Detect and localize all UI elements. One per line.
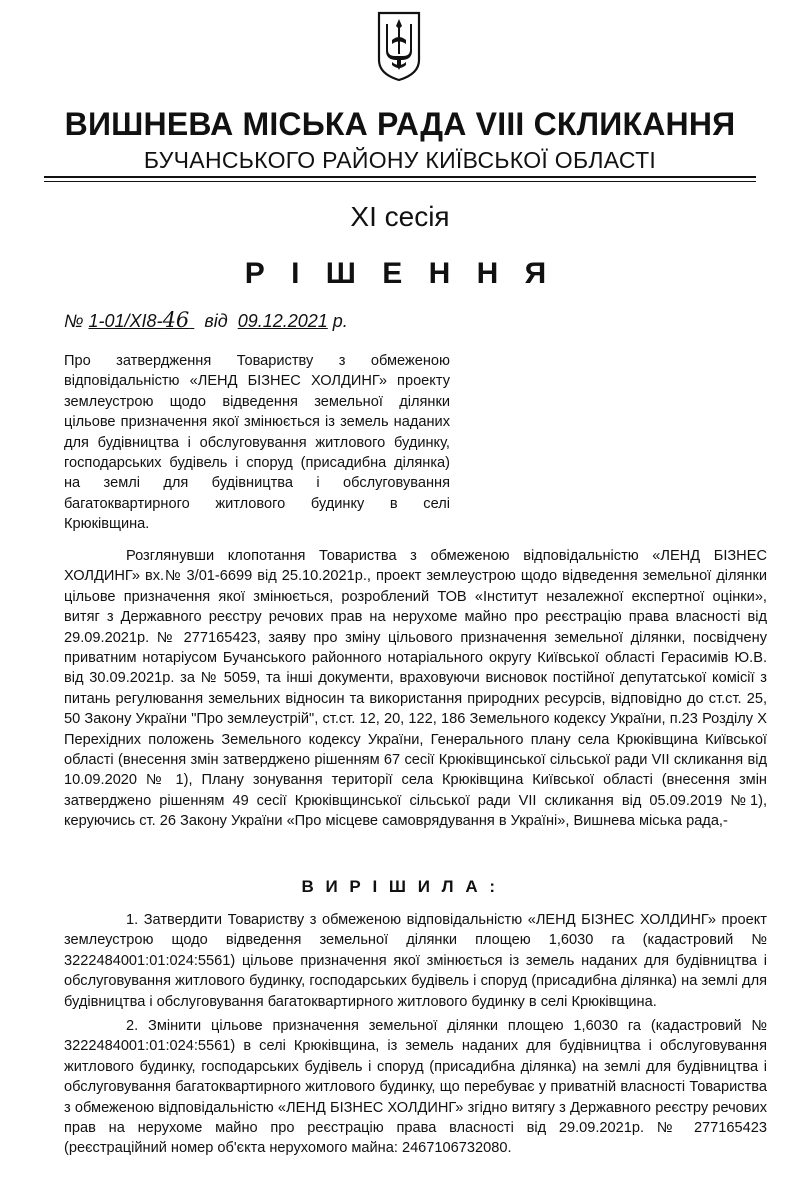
date-prefix: від xyxy=(204,311,228,331)
header-divider-thick xyxy=(44,176,756,178)
decision-number-printed: 1-01/XI8- xyxy=(88,311,163,331)
document-type-title: Р І Ш Е Н Н Я xyxy=(244,257,556,290)
decision-item xyxy=(64,910,767,1012)
date-suffix: р. xyxy=(332,311,348,331)
decision-number xyxy=(88,308,195,332)
header-divider-thin xyxy=(44,181,756,182)
resolved-heading: В И Р І Ш И Л А : xyxy=(301,877,499,896)
decision-item-text: 1. Затвердити Товариству з обмеженою відповідальністю «ЛЕНД БІЗНЕС ХОЛДИНГ» проект землеустрою щодо відведення земельної ділянки площею 1,6030 га (кадастровий № 3222484001:01:024:5561) цільове призначення якої змінюється із земель наданих для будівництва і обслуговування житлового будинку, господарських будівель і споруд (присадибна ділянка) на землі для будівництва і обслуговування багатоквартирного житлового будинку в селі Крюківщина. xyxy=(64,912,767,1010)
decision-date: 09.12.2021 xyxy=(237,311,328,331)
decision-item-text: 2. Змінити цільове призначення земельної ділянки площею 1,6030 га (кадастровий № 3222484001:01:024:5561) в селі Крюківщина, із земель наданих для будівництва і обслуговування житлового будинку, господарських будівель і споруд (присадибна ділянка) на землі для будівництва і обслуговування багатоквартирного житлового будинку, що перебуває у приватній власності Товариства з обмеженою відповідальністю «ЛЕНД БІЗНЕС ХОЛДИНГ» згідно витягу з Державного реєстру речових прав на нерухоме майно про реєстрацію права власності від 29.09.2021р. № 277165423 (реєстраційний номер об'єкта нерухомого майна: 2467106732080. xyxy=(64,1018,767,1157)
preamble-text: Розглянувши клопотання Товариства з обмеженою відповідальністю «ЛЕНД БІЗНЕС ХОЛДИНГ» вх.№ 3/01-6699 від 25.10.2021р., проект землеустрою щодо відведення земельної ділянки цільове призначення якої змінюється, розроблений ТОВ «Інститут незалежної експертної оцінки», витяг з Державного реєстру речових прав на нерухоме майно про реєстрацію права власності від 29.09.2021р. № 277165423, заяву про зміну цільового призначення земельної ділянки, посвідчену приватним нотаріусом Бучанського районного нотаріального округу Київської області Герасимів Ю.В. від 30.09.2021р. за № 5059, та інші документи, враховуючи висновок постійної депутатської комісії з питань регулювання земельних відносин та використання природних ресурсів, відповідно до ст.ст. 25, 50 Закону України "Про землеустрій", ст.ст. 12, 20, 122, 186 Земельного кодексу України, п.23 Розділу X Перехідних положень Земельного кодексу України, Генерального плану села Крюківщина Київської області (внесення змін затверджено рішенням 67 сесії Крюківщинської сільської ради VII скликання від 10.09.2020 № 1), Плану зонування території села Крюківщина Київської області (внесення змін затверджено рішенням 49 сесії Крюківщинської сільської ради VII скликання від 05.09.2019 №1), керуючись ст. 26 Закону України «Про місцеве самоврядування в Україні», Вишнева міська рада,- xyxy=(64,548,767,830)
decision-number-handwritten: 46 xyxy=(162,308,190,332)
decision-subject: Про затвердження Товариству з обмеженою відповідальністю «ЛЕНД БІЗНЕС ХОЛДИНГ» проекту землеустрою щодо відведення земельної ділянки цільове призначення якої змінюється із земель наданих для будівництва і обслуговування житлового будинку, господарських будівель і споруд (присадибна ділянка) на землі для будівництва і обслуговування багатоквартирного житлового будинку в селі Крюківщина. xyxy=(64,353,450,533)
number-prefix: № xyxy=(64,311,84,331)
council-title: ВИШНЕВА МІСЬКА РАДА VIII СКЛИКАННЯ xyxy=(64,106,736,142)
decision-number-line xyxy=(64,308,348,333)
council-subtitle: БУЧАНСЬКОГО РАЙОНУ КИЇВСЬКОЇ ОБЛАСТІ xyxy=(143,147,657,173)
decision-item xyxy=(64,1016,767,1159)
coat-of-arms-trident-icon xyxy=(376,10,422,82)
preamble-paragraph xyxy=(64,546,767,832)
session-title: XI сесія xyxy=(350,201,450,232)
